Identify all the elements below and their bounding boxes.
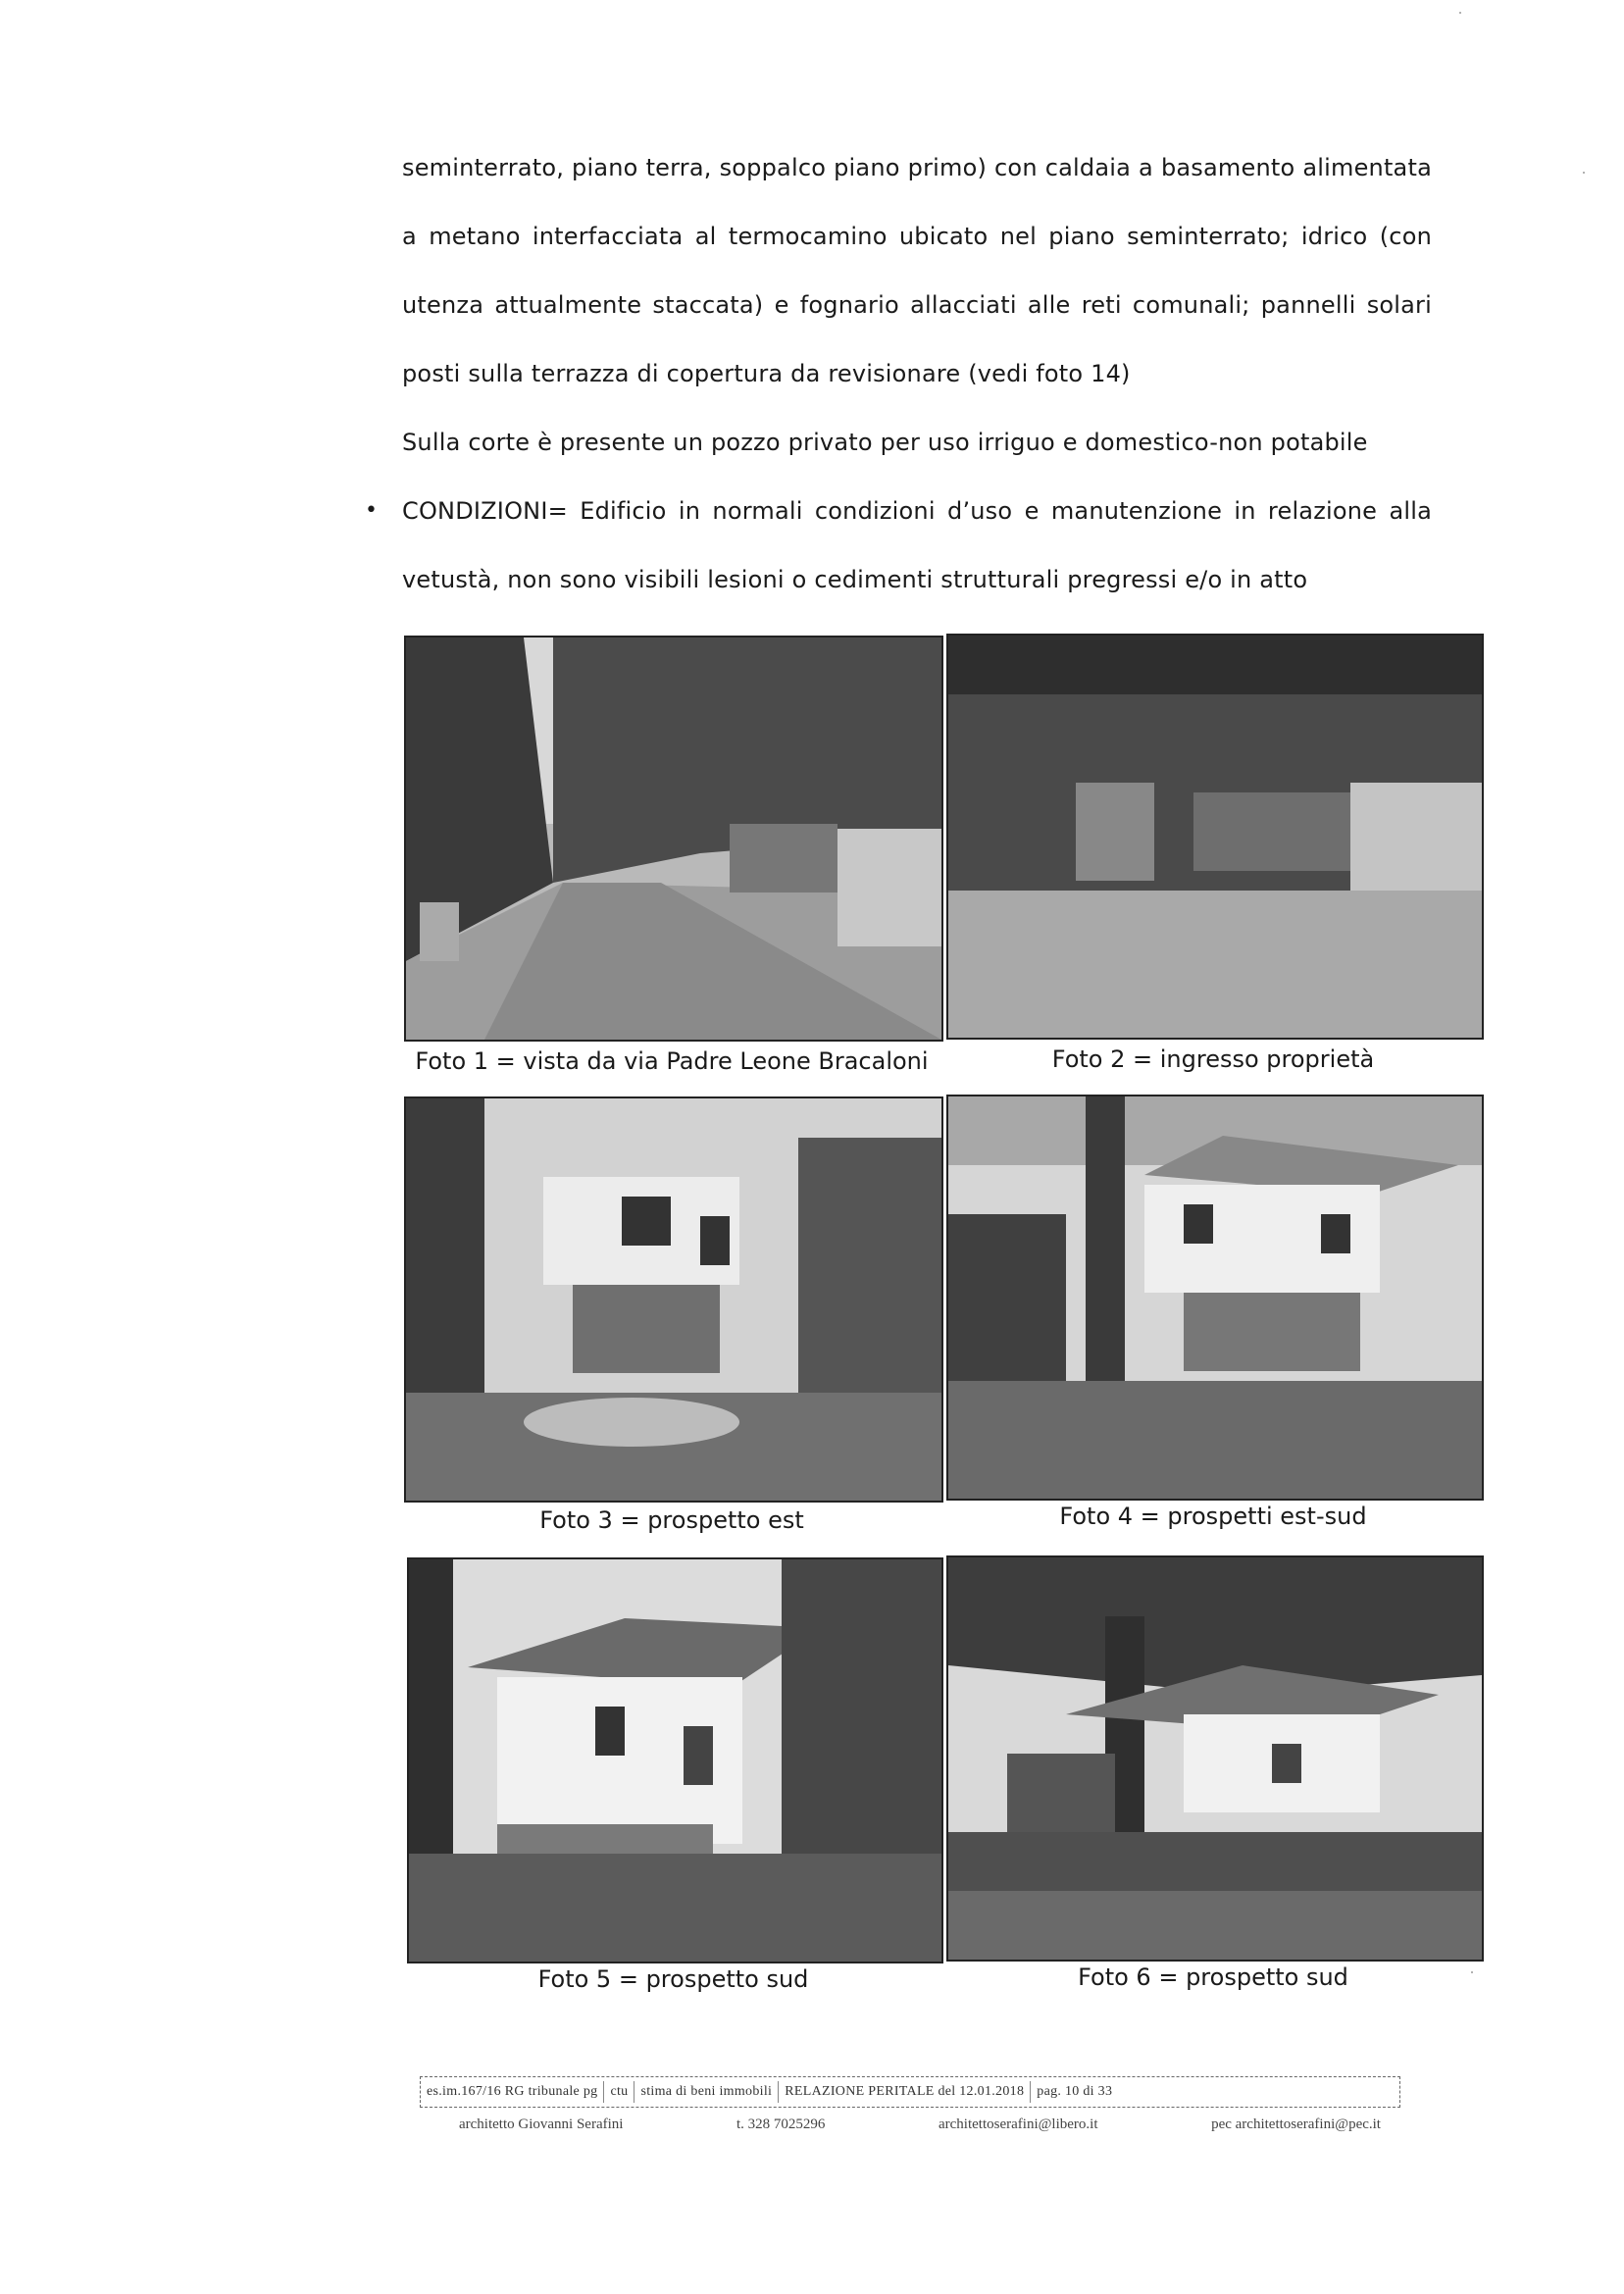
footer-author: architetto Giovanni Serafini [459, 2116, 624, 2132]
scan-speck [1583, 172, 1585, 174]
photo-3 [404, 1096, 943, 1503]
body-paragraph [402, 133, 1432, 477]
condizioni-paragraph [402, 477, 1432, 614]
condizioni-line: vetustà, non sono visibili lesioni o cedimenti strutturali pregressi e/o in atto [402, 566, 1308, 593]
photo-5-caption: Foto 5 = prospetto sud [537, 1965, 809, 1993]
footer-pec: pec architettoserafini@pec.it [1211, 2116, 1381, 2132]
condizioni-line: CONDIZIONI= Edificio in normali condizioni d’uso e manutenzione in relazione alla [402, 497, 1432, 525]
photo-4 [946, 1095, 1484, 1501]
scan-speck [1471, 1971, 1473, 1973]
body-line: posti sulla terrazza di copertura da revisionare (vedi foto 14) [402, 360, 1131, 387]
bullet-icon: • [365, 498, 378, 523]
footer-email: architettoserafini@libero.it [939, 2116, 1098, 2132]
photo-4-caption: Foto 4 = prospetti est-sud [1059, 1503, 1367, 1530]
photo-1 [404, 636, 943, 1042]
footer-page-number: pag. 10 di 33 [1037, 2084, 1113, 2099]
footer-case-number: es.im.167/16 RG tribunale pg [421, 2081, 604, 2103]
photo-6-caption: Foto 6 = prospetto sud [1078, 1963, 1348, 1991]
body-line: utenza attualmente staccata) e fognario allacciati alle reti comunali; pannelli solari [402, 291, 1432, 319]
photo-5 [407, 1557, 943, 1963]
photo-2 [946, 634, 1484, 1040]
photo-3-caption: Foto 3 = prospetto est [539, 1506, 804, 1534]
footer-role: ctu [604, 2081, 634, 2103]
photo-1-caption: Foto 1 = vista da via Padre Leone Bracaloni [415, 1047, 929, 1075]
footer-reference-bar [420, 2076, 1400, 2108]
photo-6 [946, 1555, 1484, 1962]
footer-report-title: RELAZIONE PERITALE del 12.01.2018 [779, 2081, 1031, 2103]
body-line: Sulla corte è presente un pozzo privato per uso irriguo e domestico-non potabile [402, 429, 1368, 456]
footer-subject: stima di beni immobili [634, 2081, 779, 2103]
photo-2-caption: Foto 2 = ingresso proprietà [1051, 1045, 1375, 1073]
body-line: seminterrato, piano terra, soppalco piano primo) con caldaia a basamento alimentata [402, 154, 1432, 181]
body-line: a metano interfacciata al termocamino ubicato nel piano seminterrato; idrico (con [402, 223, 1432, 250]
footer-phone: t. 328 7025296 [736, 2116, 826, 2132]
scan-speck [1459, 12, 1461, 14]
footer-contacts [459, 2116, 1381, 2133]
